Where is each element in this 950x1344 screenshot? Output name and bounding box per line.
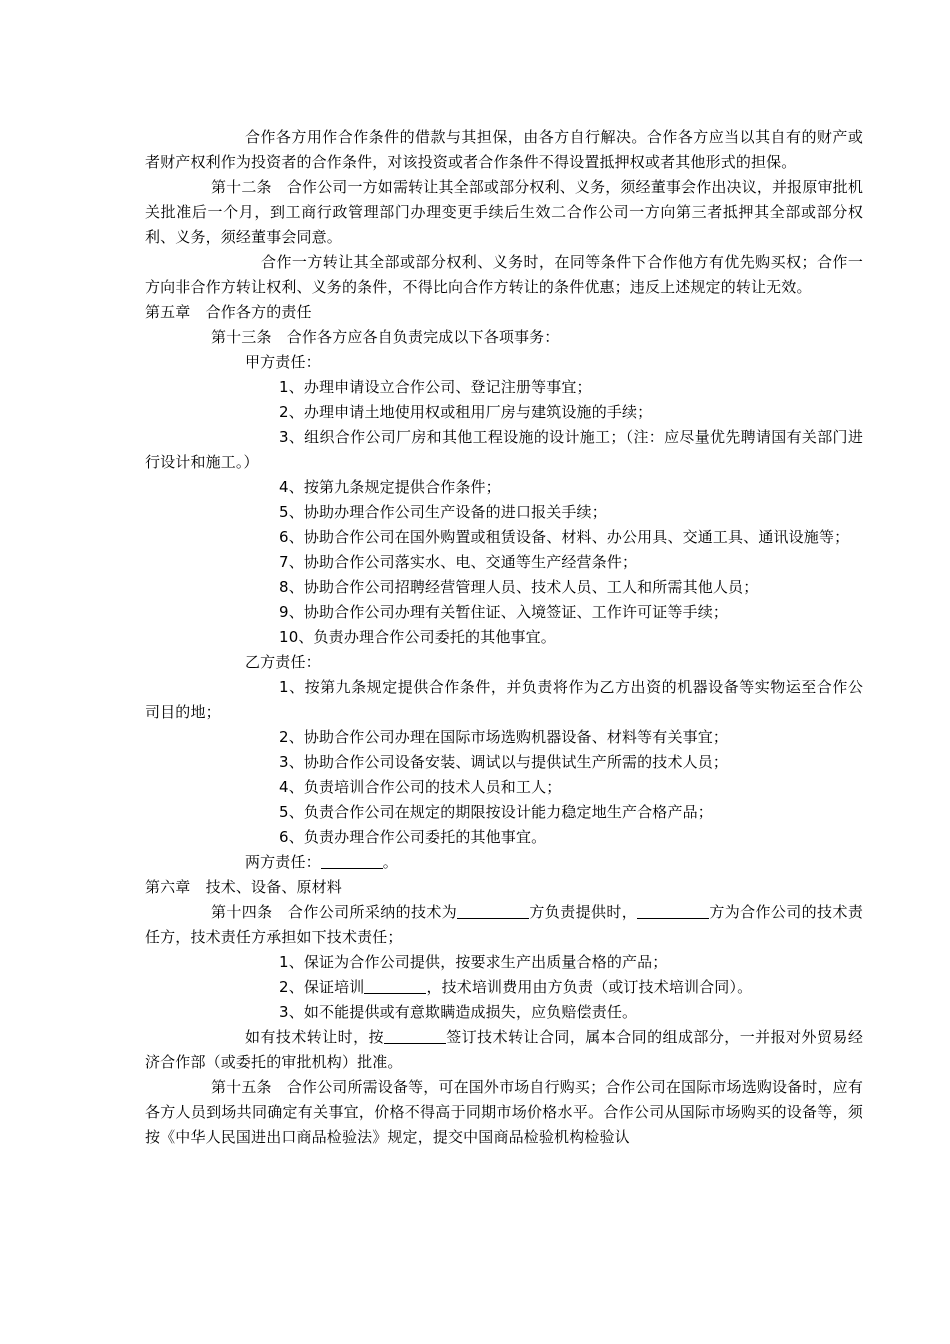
list-item [145,975,863,1000]
blank-underline [321,854,383,869]
list-item: 3、组织合作公司厂房和其他工程设施的设计施工；（注：应尽量优先聘请国有关部门进行设计和施工。） [145,428,863,471]
list-item: 3、协助合作公司设备安装、调试以与提供试生产所需的技术人员； [279,753,729,771]
text-fragment: 方负责提供时， [529,903,638,921]
list-item: 10、负责办理合作公司委托的其他事宜。 [279,628,556,646]
list-item: 3、如不能提供或有意欺瞒造成损失，应负赔偿责任。 [279,1003,638,1021]
list-item: 6、协助合作公司在国外购置或租赁设备、材料、办公用具、交通工具、通讯设施等； [279,528,850,546]
paragraph: 合作各方用作合作条件的借款与其担保，由各方自行解决。合作各方应当以其自有的财产或者财产权利作为投资者的合作条件，对该投资或者合作条件不得设置抵押权或者其他形式的担保。 [145,128,863,171]
article-14 [145,900,863,950]
list-item: 2、协助合作公司办理在国际市场选购机器设备、材料等有关事宜； [279,728,729,746]
article-15: 第十五条 合作公司所需设备等，可在国外市场自行购买；合作公司在国际市场选购设备时，应有各方人员到场共同确定有关事宜，价格不得高于同期市场价格水平。合作公司从国际市场购买的设备等，须按《中华人民国进出口商品检验法》规定，提交中国商品检验机构检验认 [145,1078,863,1146]
blank-underline [457,904,529,919]
text-fragment: 2、保证培训 [279,978,365,996]
chapter-6-heading: 第六章 技术、设备、原材料 [145,878,342,896]
period: 。 [382,853,398,871]
list-item: 6、负责办理合作公司委托的其他事宜。 [279,828,547,846]
text-fragment: 方为合作公司的技术责任方，技术责任方承担如下技术责任； [145,903,863,946]
list-item: 1、按第九条规定提供合作条件，并负责将作为乙方出资的机器设备等实物运至合作公司目的地； [145,678,863,721]
list-item: 9、协助合作公司办理有关暂住证、入境签证、工作许可证等手续； [279,603,729,621]
list-item: 5、协助办理合作公司生产设备的进口报关手续； [279,503,607,521]
document-body [145,125,863,1150]
list-item: 4、按第九条规定提供合作条件； [279,478,501,496]
party-b-heading: 乙方责任： [245,653,321,671]
list-item: 2、办理申请土地使用权或租用厂房与建筑设施的手续； [279,403,653,421]
chapter-5-heading: 第五章 合作各方的责任 [145,303,312,321]
both-parties-line [145,850,863,875]
paragraph [145,1025,863,1075]
blank-underline [637,904,709,919]
article-12: 第十二条 合作公司一方如需转让其全部或部分权利、义务，须经董事会作出决议，并报原审批机关批准后一个月，到工商行政管理部门办理变更手续后生效二合作公司一方向第三者抵押其全部或部分权利、义务，须经董事会同意。 [145,178,863,246]
list-item: 5、负责合作公司在规定的期限按设计能力稳定地生产合格产品； [279,803,713,821]
party-a-heading: 甲方责任： [245,353,321,371]
text-fragment: 签订技术转让合同，属本合同的组成部分，一并报对外贸易经济合作部（或委托的审批机构）批准。 [145,1028,863,1071]
list-item: 1、办理申请设立合作公司、登记注册等事宜； [279,378,592,396]
list-item: 1、保证为合作公司提供，按要求生产出质量合格的产品； [279,953,668,971]
paragraph: 合作一方转让其全部或部分权利、义务时，在同等条件下合作他方有优先购买权；合作一方向非合作方转让权利、义务的条件，不得比向合作方转让的条件优惠；违反上述规定的转让无效。 [145,253,863,296]
list-item: 4、负责培训合作公司的技术人员和工人； [279,778,562,796]
blank-underline [364,979,426,994]
article-13: 第十三条 合作各方应各自负责完成以下各项事务： [211,328,560,346]
text-fragment: 如有技术转让时，按 [245,1028,384,1046]
blank-underline [384,1029,446,1044]
list-item: 7、协助合作公司落实水、电、交通等生产经营条件； [279,553,638,571]
both-parties-label: 两方责任： [245,853,321,871]
list-item: 8、协助合作公司招聘经营管理人员、技术人员、工人和所需其他人员； [279,578,759,596]
text-fragment: 第十四条 合作公司所采纳的技术为 [211,903,458,921]
text-fragment: ，技术培训费用由方负责（或订技术培训合同）。 [426,978,753,996]
